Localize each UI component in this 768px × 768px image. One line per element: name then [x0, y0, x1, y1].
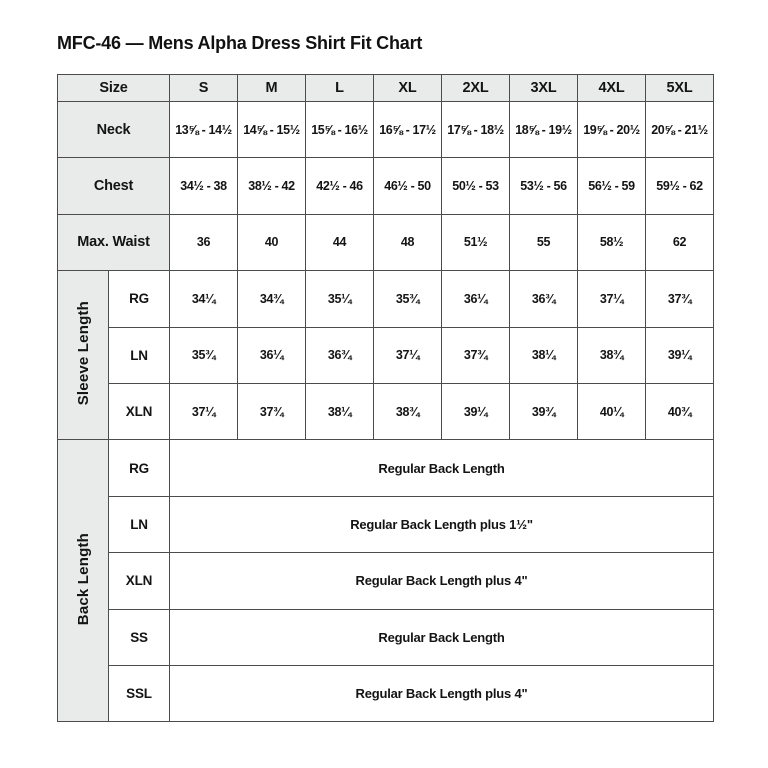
- back-xln-description-cell: Regular Back Length plus 4": [170, 553, 714, 609]
- back-rg-label: RG: [109, 440, 170, 496]
- sleeve-rg-label: RG: [109, 271, 170, 327]
- sleeve-rg-value-cell: 36¾: [510, 271, 578, 327]
- sleeve-rg-value-cell: 36¼: [442, 271, 510, 327]
- sleeve-ln-value-cell: 39¼: [646, 327, 714, 383]
- back-ss-description-cell: Regular Back Length: [170, 609, 714, 665]
- sleeve-xln-row: [58, 383, 714, 439]
- chest-value-cell: 38½ - 42: [238, 158, 306, 214]
- neck-value-cell: 14⅝ - 15½: [238, 102, 306, 158]
- sleeve-ln-label: LN: [109, 327, 170, 383]
- sleeve-xln-value-cell: 38¾: [374, 383, 442, 439]
- sleeve-xln-value-cell: 39¾: [510, 383, 578, 439]
- size-col-header-s: S: [170, 75, 238, 102]
- size-col-header-2xl: 2XL: [442, 75, 510, 102]
- sleeve-xln-label: XLN: [109, 383, 170, 439]
- sleeve-rg-value-cell: 35¼: [306, 271, 374, 327]
- chest-value-cell: 56½ - 59: [578, 158, 646, 214]
- max-waist-row-label: Max. Waist: [58, 214, 170, 270]
- sleeve-xln-value-cell: 40¾: [646, 383, 714, 439]
- neck-value-cell: 19⅝ - 20½: [578, 102, 646, 158]
- max-waist-value-cell: 51½: [442, 214, 510, 270]
- sleeve-xln-value-cell: 37¾: [238, 383, 306, 439]
- size-header-label: Size: [58, 75, 170, 102]
- neck-value-cell: 18⅝ - 19½: [510, 102, 578, 158]
- chest-row: [58, 158, 714, 214]
- sleeve-ln-value-cell: 35¾: [170, 327, 238, 383]
- back-ln-label: LN: [109, 496, 170, 552]
- size-col-header-3xl: 3XL: [510, 75, 578, 102]
- sleeve-xln-value-cell: 40¼: [578, 383, 646, 439]
- neck-row-label: Neck: [58, 102, 170, 158]
- max-waist-value-cell: 58½: [578, 214, 646, 270]
- max-waist-value-cell: 62: [646, 214, 714, 270]
- back-rg-row: [58, 440, 714, 496]
- back-xln-label: XLN: [109, 553, 170, 609]
- size-col-header-xl: XL: [374, 75, 442, 102]
- back-ln-row: [58, 496, 714, 552]
- sleeve-xln-value-cell: 39¼: [442, 383, 510, 439]
- size-col-header-4xl: 4XL: [578, 75, 646, 102]
- sleeve-xln-value-cell: 38¼: [306, 383, 374, 439]
- sleeve-ln-value-cell: 37¾: [442, 327, 510, 383]
- back-ssl-label: SSL: [109, 665, 170, 721]
- max-waist-value-cell: 55: [510, 214, 578, 270]
- sleeve-rg-value-cell: 37¾: [646, 271, 714, 327]
- sleeve-xln-value-cell: 37¼: [170, 383, 238, 439]
- chest-value-cell: 50½ - 53: [442, 158, 510, 214]
- neck-value-cell: 15⅝ - 16½: [306, 102, 374, 158]
- back-rg-description-cell: Regular Back Length: [170, 440, 714, 496]
- chest-value-cell: 53½ - 56: [510, 158, 578, 214]
- back-xln-row: [58, 553, 714, 609]
- sleeve-ln-value-cell: 38¼: [510, 327, 578, 383]
- chest-value-cell: 42½ - 46: [306, 158, 374, 214]
- sleeve-ln-value-cell: 38¾: [578, 327, 646, 383]
- chest-value-cell: 46½ - 50: [374, 158, 442, 214]
- chest-value-cell: 34½ - 38: [170, 158, 238, 214]
- neck-value-cell: 16⅝ - 17½: [374, 102, 442, 158]
- sleeve-rg-row: [58, 271, 714, 327]
- size-col-header-5xl: 5XL: [646, 75, 714, 102]
- back-length-section-label: Back Length: [58, 440, 109, 722]
- neck-value-cell: 13⅝ - 14½: [170, 102, 238, 158]
- size-col-header-l: L: [306, 75, 374, 102]
- sleeve-ln-row: [58, 327, 714, 383]
- sleeve-length-section-label: Sleeve Length: [58, 271, 109, 440]
- sleeve-ln-value-cell: 37¼: [374, 327, 442, 383]
- neck-value-cell: 20⅝ - 21½: [646, 102, 714, 158]
- back-ss-row: [58, 609, 714, 665]
- size-col-header-m: M: [238, 75, 306, 102]
- sleeve-rg-value-cell: 34¾: [238, 271, 306, 327]
- size-header-row: [58, 75, 714, 102]
- back-ln-description-cell: Regular Back Length plus 1½": [170, 496, 714, 552]
- sleeve-ln-value-cell: 36¼: [238, 327, 306, 383]
- neck-value-cell: 17⅝ - 18½: [442, 102, 510, 158]
- fit-chart-table: [57, 74, 714, 722]
- max-waist-value-cell: 48: [374, 214, 442, 270]
- chest-row-label: Chest: [58, 158, 170, 214]
- back-ss-label: SS: [109, 609, 170, 665]
- back-ssl-description-cell: Regular Back Length plus 4": [170, 665, 714, 721]
- back-ssl-row: [58, 665, 714, 721]
- max-waist-value-cell: 40: [238, 214, 306, 270]
- page-title: MFC-46 — Mens Alpha Dress Shirt Fit Chart: [57, 33, 423, 53]
- max-waist-value-cell: 44: [306, 214, 374, 270]
- sleeve-rg-value-cell: 34¼: [170, 271, 238, 327]
- max-waist-value-cell: 36: [170, 214, 238, 270]
- sleeve-rg-value-cell: 35¾: [374, 271, 442, 327]
- neck-row: [58, 102, 714, 158]
- chest-value-cell: 59½ - 62: [646, 158, 714, 214]
- sleeve-ln-value-cell: 36¾: [306, 327, 374, 383]
- sleeve-rg-value-cell: 37¼: [578, 271, 646, 327]
- max-waist-row: [58, 214, 714, 270]
